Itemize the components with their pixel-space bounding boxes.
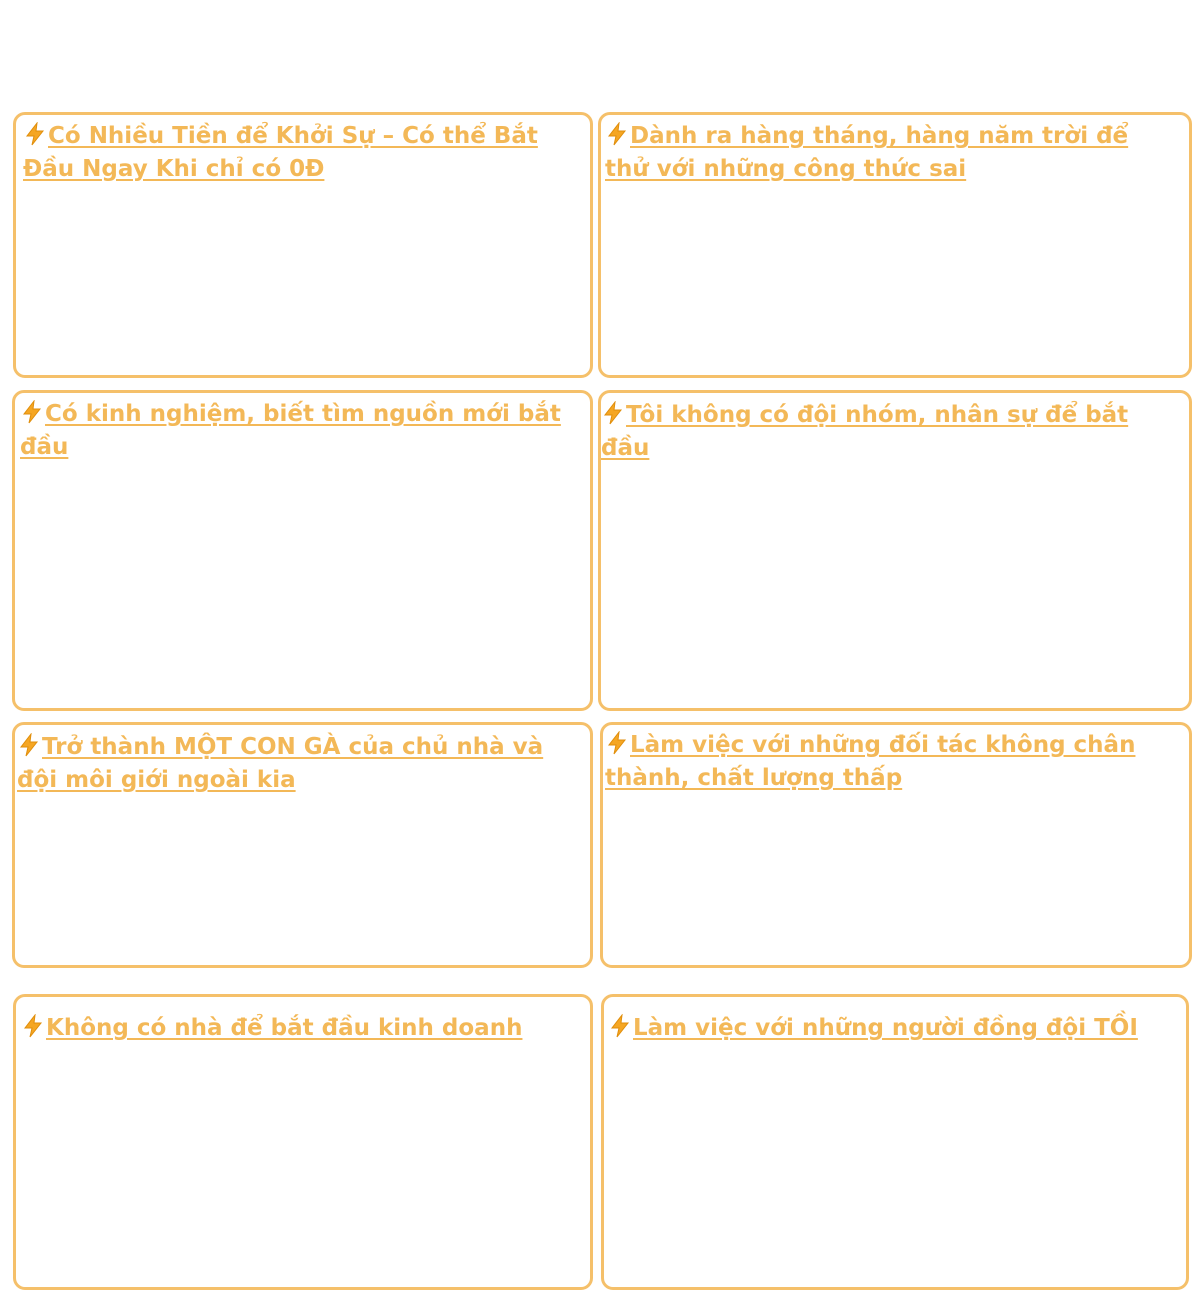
card-title-link[interactable] xyxy=(17,731,577,797)
card-title-text: Không có nhà để bắt đầu kinh doanh xyxy=(46,1015,523,1041)
lightning-bolt-icon xyxy=(17,733,41,757)
card-title-text: Tôi không có đội nhóm, nhân sự để bắt đầu xyxy=(601,402,1129,461)
card-start-with-zero-capital xyxy=(13,112,593,378)
card-title-link[interactable] xyxy=(23,120,583,186)
card-wrong-formulas xyxy=(598,112,1192,378)
card-title-text: Làm việc với những đối tác không chân thành, chất lượng thấp xyxy=(605,732,1136,791)
lightning-bolt-icon xyxy=(605,731,629,755)
card-title-link[interactable] xyxy=(601,399,1181,465)
card-title-text: Trở thành MỘT CON GÀ của chủ nhà và đội môi giới ngoài kia xyxy=(17,734,544,793)
lightning-bolt-icon xyxy=(20,400,44,424)
card-no-house xyxy=(13,994,593,1290)
card-title-link[interactable] xyxy=(20,398,590,464)
card-title-link[interactable] xyxy=(21,1012,581,1045)
lightning-bolt-icon xyxy=(21,1014,45,1038)
lightning-bolt-icon xyxy=(601,401,625,425)
card-title-text: Dành ra hàng tháng, hàng năm trời để thử với những công thức sai xyxy=(605,123,1129,182)
card-title-link[interactable] xyxy=(605,729,1185,795)
card-no-team xyxy=(598,390,1192,711)
card-become-chicken xyxy=(12,722,593,968)
lightning-bolt-icon xyxy=(608,1014,632,1038)
card-title-text: Làm việc với những người đồng đội TỒI xyxy=(633,1015,1138,1041)
card-title-text: Có Nhiều Tiền để Khởi Sự – Có thể Bắt Đầu Ngay Khi chỉ có 0Đ xyxy=(23,123,538,182)
card-low-quality-partners xyxy=(600,722,1192,968)
lightning-bolt-icon xyxy=(23,122,47,146)
lightning-bolt-icon xyxy=(605,122,629,146)
card-title-link[interactable] xyxy=(605,120,1175,186)
card-experience-sources xyxy=(12,390,593,711)
card-title-link[interactable] xyxy=(608,1012,1178,1045)
card-title-text: Có kinh nghiệm, biết tìm nguồn mới bắt đầu xyxy=(20,401,561,460)
card-bad-teammates xyxy=(601,994,1189,1290)
